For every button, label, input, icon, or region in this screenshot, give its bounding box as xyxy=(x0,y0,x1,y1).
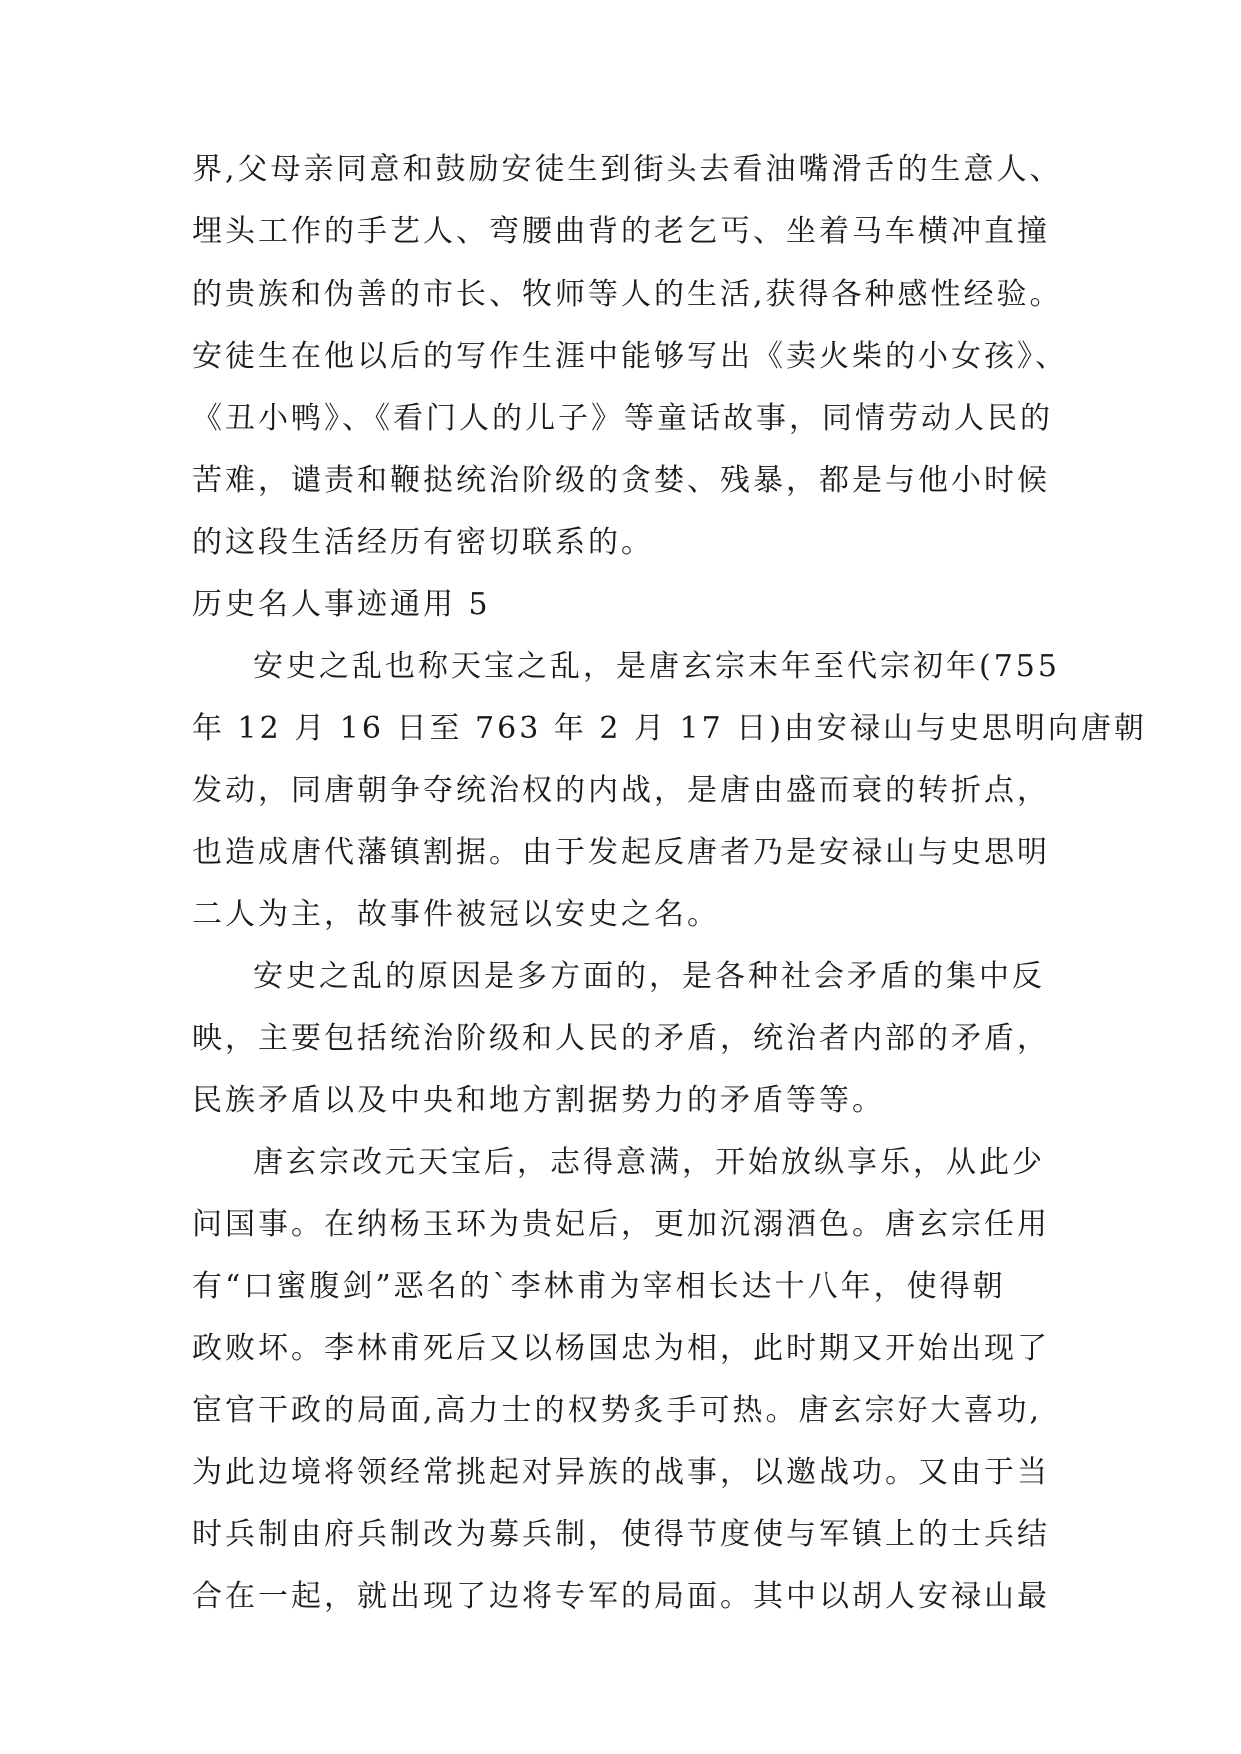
paragraph-line: 民族矛盾以及中央和地方割据势力的矛盾等等。 xyxy=(192,1083,885,1118)
paragraph-line: 宦官干政的局面,高力士的权势炙手可热。唐玄宗好大喜功, xyxy=(192,1393,1043,1428)
paragraph-line: 界,父母亲同意和鼓励安徒生到街头去看油嘴滑舌的生意人、 xyxy=(192,152,1063,187)
paragraph-line: 映，主要包括统治阶级和人民的矛盾，统治者内部的矛盾， xyxy=(192,1021,1050,1056)
paragraph-line: 安史之乱的原因是多方面的，是各种社会矛盾的集中反 xyxy=(253,959,1045,994)
paragraph-line: 苦难，谴责和鞭挞统治阶级的贪婪、残暴，都是与他小时候 xyxy=(192,463,1050,498)
paragraph-line: 为此边境将领经常挑起对异族的战事，以邀战功。又由于当 xyxy=(192,1455,1050,1490)
paragraph-line: 《丑小鸭》、《看门人的儿子》等童话故事，同情劳动人民的 xyxy=(192,401,1053,436)
paragraph-line: 年 12 月 16 日至 763 年 2 月 17 日)由安禄山与史思明向唐朝 xyxy=(192,711,1147,746)
paragraph-line: 的贵族和伪善的市长、牧师等人的生活,获得各种感性经验。 xyxy=(192,277,1063,312)
paragraph-line: 有“口蜜腹剑”恶名的`李林甫为宰相长达十八年，使得朝 xyxy=(192,1269,1006,1304)
paragraph-line: 埋头工作的手艺人、弯腰曲背的老乞丐、坐着马车横冲直撞 xyxy=(192,214,1050,249)
paragraph-line: 安史之乱也称天宝之乱，是唐玄宗末年至代宗初年(755 xyxy=(253,649,1060,684)
paragraph-line: 合在一起，就出现了边将专军的局面。其中以胡人安禄山最 xyxy=(192,1579,1050,1614)
paragraph-line: 发动，同唐朝争夺统治权的内战，是唐由盛而衰的转折点， xyxy=(192,773,1050,808)
paragraph-line: 问国事。在纳杨玉环为贵妃后，更加沉溺酒色。唐玄宗任用 xyxy=(192,1207,1050,1242)
paragraph-line: 唐玄宗改元天宝后，志得意满，开始放纵享乐，从此少 xyxy=(253,1145,1045,1180)
paragraph-line: 也造成唐代藩镇割据。由于发起反唐者乃是安禄山与史思明 xyxy=(192,835,1050,870)
paragraph-line: 的这段生活经历有密切联系的。 xyxy=(192,525,654,560)
paragraph-line: 政败坏。李林甫死后又以杨国忠为相，此时期又开始出现了 xyxy=(192,1331,1050,1366)
section-heading: 历史名人事迹通用 5 xyxy=(192,587,491,622)
paragraph-line: 二人为主，故事件被冠以安史之名。 xyxy=(192,897,720,932)
paragraph-line: 时兵制由府兵制改为募兵制，使得节度使与军镇上的士兵结 xyxy=(192,1517,1050,1552)
paragraph-line: 安徒生在他以后的写作生涯中能够写出《卖火柴的小女孩》、 xyxy=(192,339,1068,374)
